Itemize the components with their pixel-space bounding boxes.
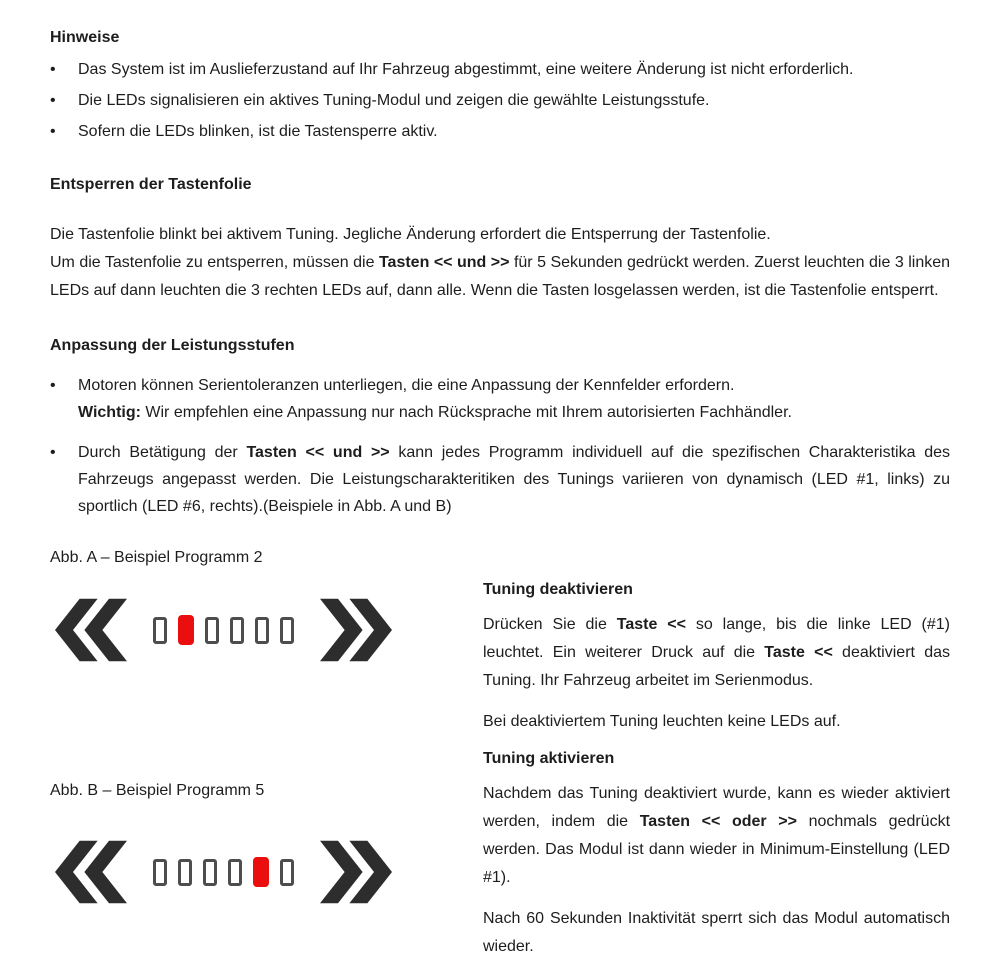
double-chevron-left-icon [55, 598, 127, 662]
deaktivieren-paragraph: Drücken Sie die Taste << so lange, bis die linke LED (#1) leuchtet. Ein weiterer Druck auf die Taste << deaktiviert das Tuning. Ihr Fahrzeug arbeitet im Serienmodus. [483, 616, 951, 689]
led-off [203, 859, 217, 886]
led-off [280, 617, 294, 644]
aktivieren-paragraph: Nachdem das Tuning deaktiviert wurde, kann es wieder aktiviert werden, indem die Tasten << oder >> nochmals gedrückt werden. Das Modul ist dann wieder in Minimum-Einstellung (LED #1). [483, 785, 951, 886]
list-item [50, 57, 950, 83]
double-chevron-left-icon [55, 840, 127, 904]
led-off [205, 617, 219, 644]
double-chevron-right-icon [320, 840, 392, 904]
bullet-text: Das System ist im Auslieferzustand auf Ihr Fahrzeug abgestimmt, eine weitere Änderung ist nicht erforderlich. [78, 61, 854, 78]
bullet-text: Sofern die LEDs blinken, ist die Tastensperre aktiv. [78, 123, 438, 140]
entsperren-heading: Entsperren der Tastenfolie [50, 176, 252, 193]
deaktivieren-heading: Tuning deaktivieren [483, 581, 633, 598]
bullet-text: Durch Betätigung der Tasten << und >> kann jedes Programm individuell auf die spezifischen Charakteristika des Fahrzeugs angepasst werden. Die Leistungscharakteritiken des Tunings variieren von dynamisch (LED #1, links) zu sportlich (LED #6, rechts).(Beispiele in Abb. A und B) [78, 444, 951, 515]
double-chevron-right-icon [320, 598, 392, 662]
list-item [50, 119, 950, 145]
bullet-icon: • [50, 123, 56, 140]
led-on [178, 615, 194, 645]
instructions-column [483, 580, 950, 974]
led-on [253, 857, 269, 887]
figure-b-caption: Abb. B – Beispiel Programm 5 [50, 782, 265, 799]
led-off [230, 617, 244, 644]
figure-a-caption: Abb. A – Beispiel Programm 2 [50, 549, 263, 566]
led-row [153, 857, 294, 887]
aktivieren-note: Nach 60 Sekunden Inaktivität sperrt sich das Modul automatisch wieder. [483, 910, 950, 955]
bullet-icon: • [50, 92, 56, 109]
led-row [153, 615, 294, 645]
list-item [50, 88, 950, 114]
bullet-text: Motoren können Serientoleranzen unterliegen, die eine Anpassung der Kennfelder erfordern. Wichtig: Wir empfehlen eine Anpassung nur nach Rücksprache mit Ihrem autorisierten Fachhändler. [78, 377, 792, 421]
deaktivieren-note: Bei deaktiviertem Tuning leuchten keine LEDs auf. [483, 713, 841, 730]
led-off [280, 859, 294, 886]
led-off [153, 617, 167, 644]
figures-and-instructions [50, 534, 951, 955]
list-item [50, 439, 950, 520]
bullet-text: Die LEDs signalisieren ein aktives Tuning-Modul und zeigen die gewählte Leistungsstufe. [78, 92, 710, 109]
entsperren-paragraph: Die Tastenfolie blinkt bei aktivem Tuning. Jegliche Änderung erfordert die Entsperrung der Tastenfolie. Um die Tastenfolie zu entsperren, müssen die Tasten << und >> für 5 Sekunden gedrückt werden. Zuerst leuchten die 3 linken LEDs auf dann leuchten die 3 rechten LEDs auf, dann alle. Wenn die Tasten losgelassen werden, ist die Tastenfolie entsperrt. [50, 226, 951, 299]
led-off [153, 859, 167, 886]
section-hinweise [50, 28, 950, 145]
anpassung-bullet-list [50, 372, 950, 520]
figure-a-led-panel [55, 598, 392, 662]
section-entsperren [50, 175, 950, 305]
hinweise-heading: Hinweise [50, 29, 120, 46]
hinweise-bullet-list [50, 57, 950, 145]
figure-b-led-panel [55, 840, 392, 904]
aktivieren-heading: Tuning aktivieren [483, 750, 615, 767]
bullet-icon: • [50, 444, 56, 461]
led-off [228, 859, 242, 886]
led-off [255, 617, 269, 644]
anpassung-heading: Anpassung der Leistungsstufen [50, 337, 295, 354]
section-anpassung [50, 336, 950, 520]
led-off [178, 859, 192, 886]
bullet-icon: • [50, 61, 56, 78]
list-item [50, 372, 950, 426]
bullet-icon: • [50, 377, 56, 394]
